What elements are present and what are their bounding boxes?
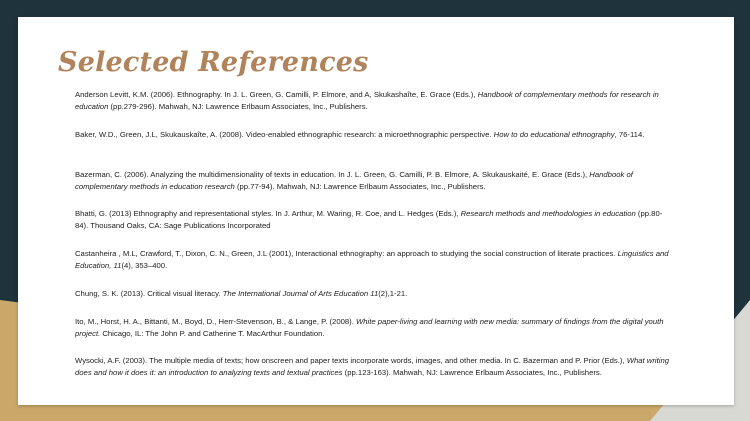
reference-item: [75, 316, 675, 340]
reference-text: Bazerman, C. (2006). Analyzing the multidimensionality of texts in education. In J. L. Green, G. Camilli, P. B. Elmore, A. Skukauskaité, E. Grace (Eds.),: [75, 170, 590, 179]
reference-source-title: The International Journal of Arts Education 11: [222, 289, 379, 298]
reference-source-title: How to do educational ethnography: [493, 130, 615, 139]
reference-item: [75, 355, 675, 379]
reference-item: [75, 129, 675, 141]
reference-text: Castanheira , M.L, Crawford, T., Dixon, C. N., Green, J.L (2001), Interactional ethnography: an approach to studying the social construction of literate practices.: [75, 249, 618, 258]
reference-text-end: (pp.80-84). Thousand Oaks, CA: Sage Publications Incorporated: [75, 209, 663, 230]
reference-source-title: What writing does and how it does it: an introduction to analyzing texts and textual practices: [75, 356, 669, 377]
reference-item: [75, 248, 675, 272]
slide-title: Selected References: [58, 47, 369, 78]
reference-item: [75, 208, 675, 232]
reference-text: Anderson Levitt, K.M. (2006). Ethnography. In J. L. Green, G. Camilli, P. Elmore, and A, Skukashaîte, E. Grace (Eds.),: [75, 90, 478, 99]
reference-text-end: (2),1-21.: [378, 289, 408, 298]
reference-text-end: (pp.279-296). Mahwah, NJ: Lawrence Erlbaum Associates, Inc., Publishers.: [108, 102, 368, 111]
reference-text-end: , 76-114.: [614, 130, 645, 139]
reference-item: [75, 288, 675, 300]
reference-text: Ito, M., Horst, H. A., Bittanti, M., Boyd, D., Herr-Stevenson, B., & Lange, P. (2008).: [75, 317, 356, 326]
reference-text: Baker, W.D., Green, J.L, Skukauskaîte, A. (2008). Video-enabled ethnographic research: a microethnographic perspective.: [75, 130, 494, 139]
reference-source-title: Linguistics and Education, 11: [75, 249, 669, 270]
reference-text: Chung, S. K. (2013). Critical visual literacy.: [75, 289, 223, 298]
reference-item: [75, 89, 675, 113]
reference-text-end: Chicago, IL: The John P. and Catherine T. MacArthur Foundation.: [100, 329, 325, 338]
reference-text-end: (pp.77-94). Mahwah, NJ: Lawrence Erlbaum Associates, Inc., Publishers.: [234, 182, 486, 191]
reference-text-end: (pp.123-163). Mahwah, NJ: Lawrence Erlbaum Associates, Inc., Publishers.: [342, 368, 602, 377]
reference-text-end: (4), 353–400.: [121, 261, 168, 270]
reference-source-title: Handbook of complementary methods for research in education: [75, 90, 659, 111]
reference-source-title: Research methods and methodologies in education: [460, 209, 636, 218]
reference-item: [75, 169, 675, 193]
reference-text: Bhatti, G. (2013) Ethnography and representational styles. In J. Arthur, M. Waring, R. Coe, and L. Hedges (Eds.),: [75, 209, 461, 218]
reference-source-title: Handbook of complementary methods in education research: [75, 170, 633, 191]
reference-text: Wysocki, A.F. (2003). The multiple media of texts; how onscreen and paper texts incorporate words, images, and other media. In C. Bazerman and P. Prior (Eds.),: [75, 356, 627, 365]
reference-source-title: White paper-living and learning with new media: summary of findings from the digital youth project.: [75, 317, 664, 338]
